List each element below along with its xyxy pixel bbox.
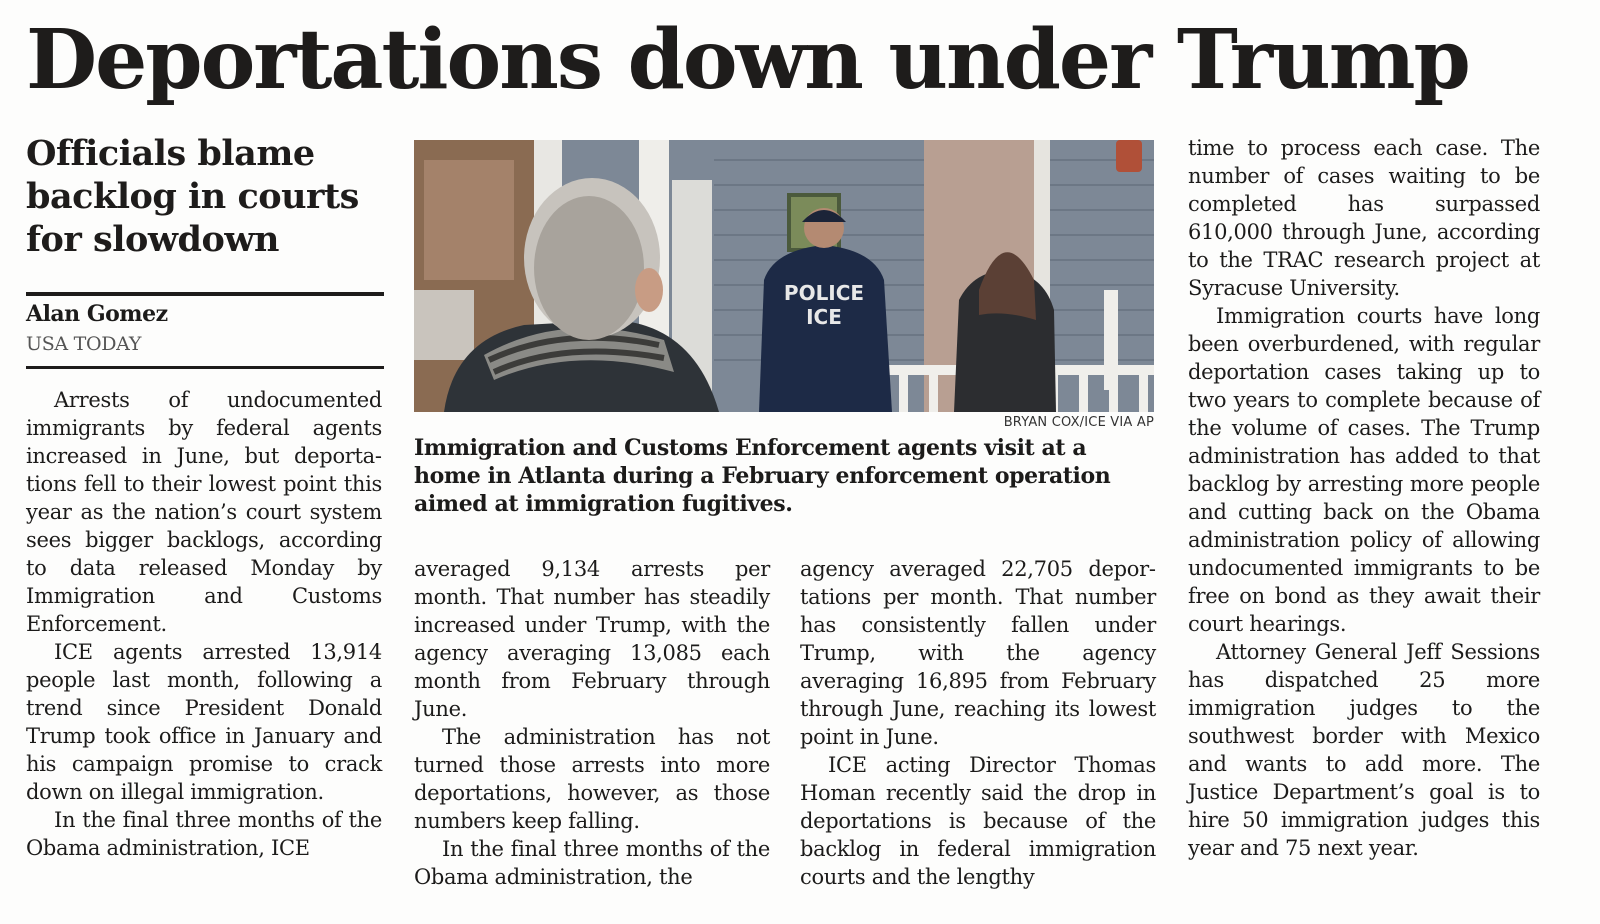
vest-text-ice: ICE [806, 305, 842, 329]
vest-text-police: POLICE [783, 281, 865, 305]
paragraph: averaged 9,134 arrests per month. That number has steadily increased under Trump, with the agency averaging 13,085 each month from February through June. [414, 557, 770, 721]
paragraph: The administration has not turned those arrests into more deportations, however, as those numbers keep falling. [414, 725, 770, 833]
paragraph: agency averaged 22,705 deportations per month. That number has consistently fallen under Trump, with the agency averaging 16,895 from February through June, reaching its lowest point in June. [800, 557, 1156, 749]
byline-rule-bottom [26, 366, 384, 369]
paragraph: ICE agents arrested 13,914 people last month, following a trend since President Donald Trump took office in January and his campaign promise to crack down on illegal immigration. [26, 640, 382, 804]
headline: Deportations down under Trump [26, 12, 1469, 108]
byline-author: Alan Gomez [26, 301, 168, 327]
paragraph: Arrests of undocumented immigrants by federal agents increased in June, but deportations fell to their lowest point this year as the nation’s court system sees bigger backlogs, according to data released Monday by Immigration and Customs Enforcement. [26, 388, 382, 636]
text-column-1 [26, 386, 382, 862]
paragraph: time to process each case. The number of cases waiting to be completed has surpassed 610,000 through June, according to the TRAC research project at Syracuse University. [1188, 136, 1540, 300]
text-column-2 [414, 555, 770, 891]
text-column-4 [1188, 134, 1540, 862]
paragraph: In the final three months of the Obama administration, the [414, 837, 770, 889]
paragraph: In the final three months of the Obama administration, ICE [26, 808, 382, 860]
byline-organization: USA TODAY [26, 333, 142, 355]
news-photo [414, 140, 1154, 412]
paragraph: Immigration courts have long been overburdened, with regular deportation cases taking up to two years to complete because of the volume of cases. The Trump administration has added to that backlog by arresting more people and cutting back on the Obama administration policy of allowing undocumented immigrants to be free on bond as they await their court hearings. [1188, 304, 1540, 636]
byline-rule-top [26, 292, 384, 296]
photo-credit: BRYAN COX/ICE VIA AP [1003, 415, 1154, 430]
deck-subheadline: Officials blame backlog in courts for slowdown [26, 133, 359, 260]
paragraph: ICE acting Director Thomas Homan recently said the drop in deportations is because of the backlog in federal immigration courts and the lengthy [800, 753, 1156, 889]
photo-caption: Immigration and Customs Enforcement agents visit at a home in Atlanta during a February enforcement operation aimed at immigration fugitives. [414, 435, 1111, 517]
paragraph: Attorney General Jeff Sessions has dispatched 25 more immigration judges to the southwest border with Mexico and wants to add more. The Justice Department’s goal is to hire 50 immigration judges this year and 75 next year. [1188, 640, 1540, 860]
text-column-3 [800, 555, 1156, 891]
